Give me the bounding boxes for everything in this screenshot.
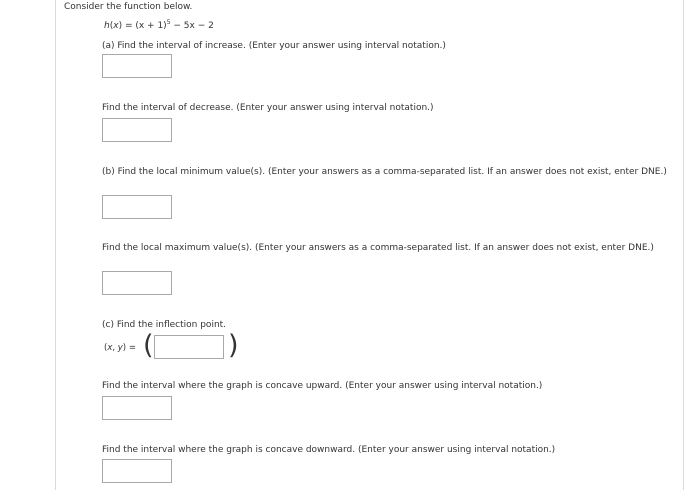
function-expression-end: − 5x − 2 [173, 21, 214, 31]
inflection-open-paren: ( [143, 330, 154, 361]
content-left-border [55, 0, 56, 490]
function-variable: x [113, 21, 119, 31]
function-definition: $h(x) = (x + 1)^5 - 5x - 2$ [104, 19, 214, 31]
answer-increase-input[interactable] [102, 54, 172, 78]
answer-concave-up-input[interactable] [102, 396, 172, 420]
question-local-min: (b) Find the local minimum value(s). (Enter your answers as a comma-separated list. If an answer does not exist, enter DNE.) [102, 167, 667, 177]
question-decrease: Find the interval of decrease. (Enter your answer using interval notation.) [102, 103, 434, 113]
answer-concave-down-input[interactable] [102, 459, 172, 483]
answer-decrease-input[interactable] [102, 118, 172, 142]
question-inflection: (c) Find the inflection point. [102, 320, 227, 330]
question-increase: (a) Find the interval of increase. (Enter your answer using interval notation.) [102, 41, 446, 51]
answer-local-min-input[interactable] [102, 195, 172, 219]
function-name: h [104, 21, 110, 31]
inflection-label-x: x [107, 343, 113, 353]
inflection-close-paren: ) [228, 330, 239, 361]
answer-inflection-input[interactable] [154, 335, 224, 359]
function-exponent: 5 [166, 19, 171, 26]
inflection-point-label: (x, y) = [104, 343, 136, 353]
function-expression-start: = (x + 1) [124, 21, 167, 31]
question-local-max: Find the local maximum value(s). (Enter your answers as a comma-separated list. If an answer does not exist, enter DNE.) [102, 243, 654, 253]
problem-intro: Consider the function below. [64, 2, 193, 12]
inflection-label-y: y [117, 343, 123, 353]
question-concave-up: Find the interval where the graph is concave upward. (Enter your answer using interval notation.) [102, 381, 543, 391]
answer-local-max-input[interactable] [102, 271, 172, 295]
question-concave-down: Find the interval where the graph is concave downward. (Enter your answer using interval notation.) [102, 445, 556, 455]
content-right-border [683, 0, 684, 490]
